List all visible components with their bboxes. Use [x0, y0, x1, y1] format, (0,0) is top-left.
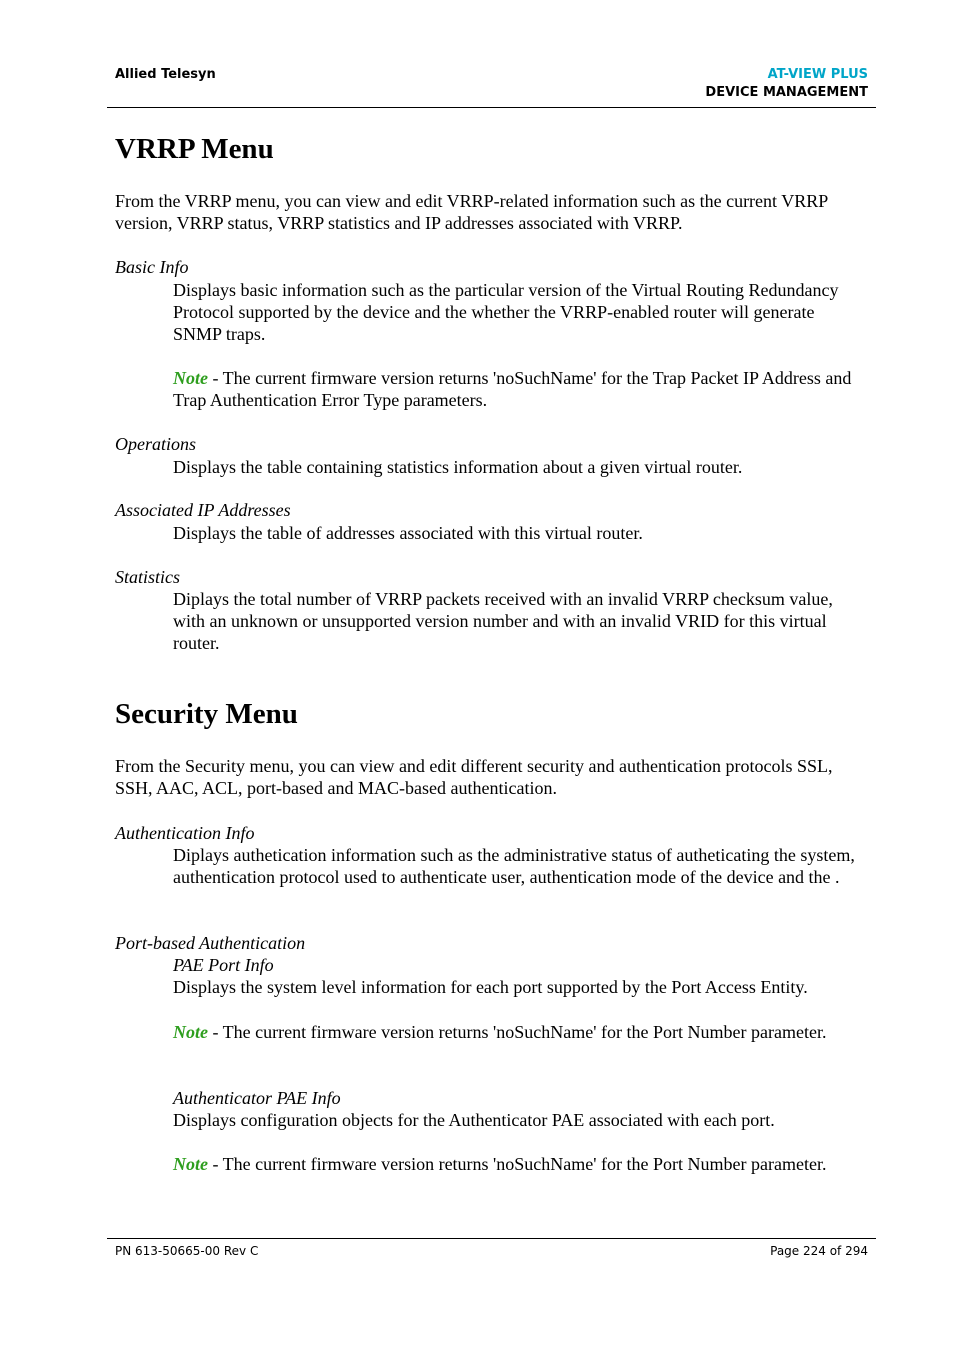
basic-info-note: [173, 367, 863, 411]
statistics-term: Statistics: [115, 567, 181, 587]
note-label: Note: [173, 1022, 208, 1042]
auth-pae-term: Authenticator PAE Info: [173, 1088, 341, 1108]
note-text: - The current firmware version returns 'noSuchName' for the Trap Packet IP Address and Trap Authentication Error Type parameters.: [173, 368, 852, 410]
note-label: Note: [173, 1154, 208, 1174]
pae-port-term: PAE Port Info: [173, 955, 274, 975]
associated-ip-desc: Displays the table of addresses associated with this virtual router.: [173, 523, 643, 543]
header-company: Allied Telesyn: [115, 67, 216, 82]
note-label: Note: [173, 368, 208, 388]
auth-info-desc: Diplays authetication information such as the administrative status of autheticating the system, authentication protocol used to authenticate user, authentication mode of the device and the .: [173, 845, 855, 887]
associated-ip-term: Associated IP Addresses: [115, 500, 291, 520]
security-heading: Security Menu: [115, 698, 298, 730]
basic-info-term: Basic Info: [115, 257, 189, 277]
header-section: DEVICE MANAGEMENT: [705, 85, 868, 100]
basic-info-desc: Displays basic information such as the particular version of the Virtual Routing Redundancy Protocol supported by the device and the whether the VRRP-enabled router will generate SNMP traps.: [173, 280, 839, 344]
pae-port-note: [173, 1021, 863, 1043]
port-based-term: Port-based Authentication: [115, 933, 306, 953]
auth-info-term: Authentication Info: [115, 823, 255, 843]
header-rule: [107, 107, 876, 108]
footer-rule: [107, 1238, 876, 1239]
auth-pae-note: [173, 1153, 863, 1175]
note-text: - The current firmware version returns 'noSuchName' for the Port Number parameter.: [208, 1154, 827, 1174]
header-product: AT-VIEW PLUS: [767, 67, 868, 82]
note-text: - The current firmware version returns 'noSuchName' for the Port Number parameter.: [208, 1022, 827, 1042]
pae-port-desc: Displays the system level information for each port supported by the Port Access Entity.: [173, 977, 808, 997]
security-intro: From the Security menu, you can view and edit different security and authentication protocols SSL, SSH, AAC, ACL, port-based and MAC-based authentication.: [115, 756, 833, 798]
footer-part-number: PN 613-50665-00 Rev C: [115, 1244, 259, 1258]
auth-pae-desc: Displays configuration objects for the Authenticator PAE associated with each port.: [173, 1110, 775, 1130]
operations-desc: Displays the table containing statistics information about a given virtual router.: [173, 457, 743, 477]
statistics-desc: Diplays the total number of VRRP packets received with an invalid VRRP checksum value, with an unknown or unsupported version number and with an invalid VRID for this virtual router.: [173, 589, 833, 653]
footer-page-number: Page 224 of 294: [770, 1244, 868, 1258]
vrrp-heading: VRRP Menu: [115, 133, 274, 165]
operations-term: Operations: [115, 434, 196, 454]
vrrp-intro: From the VRRP menu, you can view and edit VRRP-related information such as the current VRRP version, VRRP status, VRRP statistics and IP addresses associated with VRRP.: [115, 191, 828, 233]
